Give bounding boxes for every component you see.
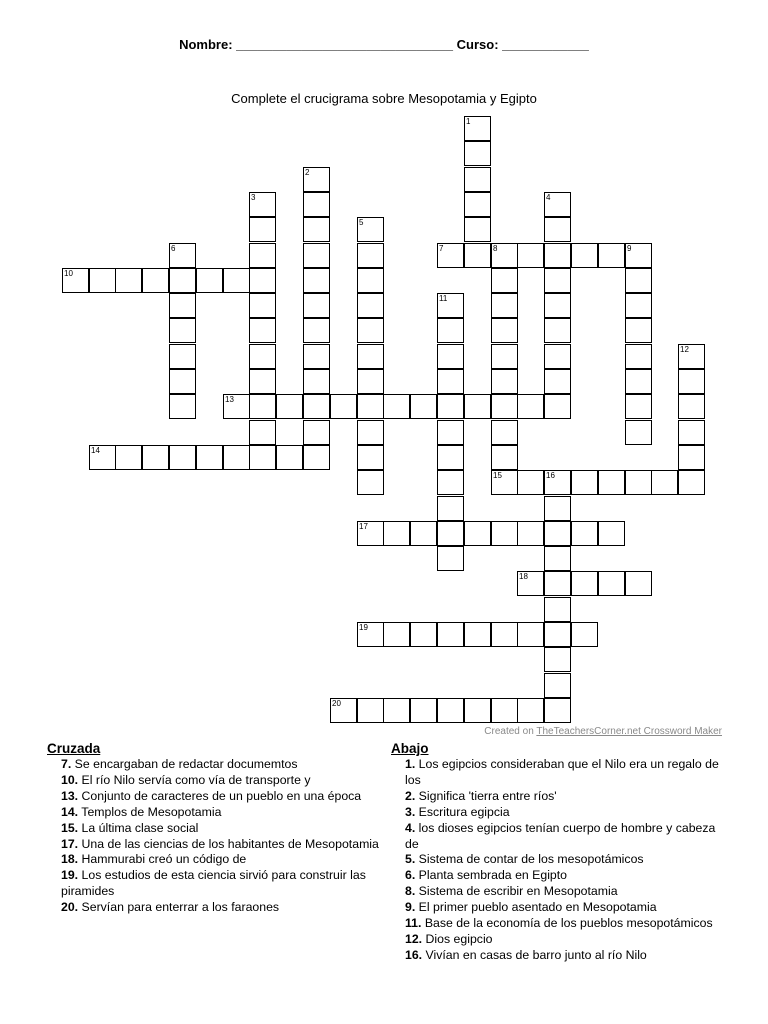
- clue-text: Conjunto de caracteres de un pueblo en una época: [78, 788, 362, 803]
- clue-text: Significa 'tierra entre ríos': [415, 788, 557, 803]
- crossword-cell[interactable]: [678, 420, 705, 445]
- crossword-cell[interactable]: [303, 344, 330, 369]
- crossword-cell[interactable]: [303, 243, 330, 268]
- clue-text: Planta sembrada en Egipto: [415, 868, 568, 883]
- crossword-cell[interactable]: [491, 369, 518, 394]
- crossword-cell[interactable]: [410, 698, 437, 723]
- down-clue: [391, 805, 726, 821]
- clue-num: 13.: [61, 788, 79, 803]
- down-clue: [391, 757, 726, 789]
- clue-text: Dios egipcio: [422, 931, 493, 946]
- across-clue-list: [47, 757, 382, 916]
- crossword-cell[interactable]: [491, 420, 518, 445]
- crossword-cell[interactable]: [544, 293, 571, 318]
- crossword-cell[interactable]: [517, 571, 544, 596]
- crossword-cell[interactable]: [544, 243, 571, 268]
- clue-number: 6: [171, 244, 176, 253]
- clue-text: Sistema de escribir en Mesopotamia: [415, 884, 618, 899]
- clue-num: 16.: [405, 947, 423, 962]
- crossword-cell[interactable]: [437, 622, 464, 647]
- down-clue: [391, 852, 726, 868]
- crossword-cell[interactable]: [464, 141, 491, 166]
- crossword-cell[interactable]: [625, 318, 652, 343]
- crossword-cell[interactable]: [544, 622, 571, 647]
- crossword-cell[interactable]: [544, 571, 571, 596]
- crossword-cell[interactable]: [625, 394, 652, 419]
- down-clues: [391, 740, 726, 964]
- crossword-cell[interactable]: [491, 445, 518, 470]
- crossword-cell[interactable]: [330, 394, 357, 419]
- crossword-cell[interactable]: [491, 470, 518, 495]
- clue-number: 8: [493, 244, 498, 253]
- down-clue: [391, 932, 726, 948]
- crossword-cell[interactable]: [249, 344, 276, 369]
- crossword-cell[interactable]: [625, 243, 652, 268]
- crossword-cell[interactable]: [517, 470, 544, 495]
- crossword-cell[interactable]: [115, 268, 142, 293]
- crossword-cell[interactable]: [89, 445, 116, 470]
- crossword-cell[interactable]: [303, 445, 330, 470]
- crossword-cell[interactable]: [357, 394, 384, 419]
- crossword-cell[interactable]: [249, 420, 276, 445]
- clue-number: 17: [359, 522, 368, 531]
- crossword-cell[interactable]: [383, 622, 410, 647]
- down-clue: [391, 900, 726, 916]
- crossword-cell[interactable]: [303, 268, 330, 293]
- down-clue: [391, 821, 726, 853]
- down-clue: [391, 868, 726, 884]
- crossword-cell[interactable]: [544, 369, 571, 394]
- crossword-cell[interactable]: [437, 521, 464, 546]
- clue-text: Servían para enterrar a los faraones: [78, 900, 280, 915]
- crossword-cell[interactable]: [276, 445, 303, 470]
- clue-text: Escritura egipcia: [415, 804, 510, 819]
- crossword-cell[interactable]: [276, 394, 303, 419]
- crossword-cell[interactable]: [142, 445, 169, 470]
- crossword-cell[interactable]: [464, 116, 491, 141]
- crossword-cell[interactable]: [517, 394, 544, 419]
- crossword-cell[interactable]: [249, 318, 276, 343]
- crossword-cell[interactable]: [437, 698, 464, 723]
- crossword-cell[interactable]: [571, 470, 598, 495]
- crossword-cell[interactable]: [544, 597, 571, 622]
- clue-num: 11.: [405, 916, 422, 931]
- crossword-cell[interactable]: [223, 445, 250, 470]
- clue-num: 19.: [61, 868, 79, 883]
- clue-text: Vivían en casas de barro junto al río Nilo: [422, 947, 647, 962]
- crossword-cell[interactable]: [625, 344, 652, 369]
- crossword-cell[interactable]: [464, 167, 491, 192]
- crossword-cell[interactable]: [249, 217, 276, 242]
- crossword-cell[interactable]: [625, 470, 652, 495]
- crossword-cell[interactable]: [303, 369, 330, 394]
- crossword-cell[interactable]: [678, 344, 705, 369]
- clue-num: 14.: [61, 804, 79, 819]
- clue-text: El río Nilo servía como vía de transporte y: [78, 772, 311, 787]
- clue-number: 18: [519, 572, 528, 581]
- crossword-cell[interactable]: [464, 698, 491, 723]
- across-clue: [47, 773, 382, 789]
- clue-number: 7: [439, 244, 444, 253]
- crossword-cell[interactable]: [571, 622, 598, 647]
- crossword-cell[interactable]: [437, 420, 464, 445]
- crossword-cell[interactable]: [491, 394, 518, 419]
- clue-number: 2: [305, 168, 310, 177]
- crossword-cell[interactable]: [544, 546, 571, 571]
- clue-text: Los estudios de esta ciencia sirvió para construir las piramides: [61, 868, 366, 899]
- crossword-cell[interactable]: [625, 420, 652, 445]
- clue-number: 3: [251, 193, 256, 202]
- crossword-cell[interactable]: [196, 268, 223, 293]
- clue-num: 10.: [61, 772, 79, 787]
- crossword-cell[interactable]: [249, 243, 276, 268]
- crossword-cell[interactable]: [437, 293, 464, 318]
- crossword-cell[interactable]: [249, 268, 276, 293]
- clue-text: los dioses egipcios tenían cuerpo de hombre y cabeza de: [405, 820, 716, 851]
- crossword-cell[interactable]: [383, 698, 410, 723]
- crossword-cell[interactable]: [544, 217, 571, 242]
- down-clue: [391, 884, 726, 900]
- crossword-cell[interactable]: [357, 470, 384, 495]
- down-clue: [391, 948, 726, 964]
- down-heading: Abajo: [391, 741, 429, 756]
- crossword-cell[interactable]: [169, 243, 196, 268]
- across-heading: Cruzada: [47, 741, 101, 756]
- crossword-cell[interactable]: [410, 521, 437, 546]
- clue-num: 5.: [405, 852, 416, 867]
- clue-text: La última clase social: [78, 820, 199, 835]
- crossword-cell[interactable]: [678, 470, 705, 495]
- crossword-cell[interactable]: [491, 243, 518, 268]
- crossword-cell[interactable]: [357, 243, 384, 268]
- crossword-cell[interactable]: [169, 293, 196, 318]
- clue-number: 13: [225, 395, 234, 404]
- crossword-cell[interactable]: [678, 369, 705, 394]
- crossword-cell[interactable]: [357, 622, 384, 647]
- crossword-cell[interactable]: [303, 167, 330, 192]
- crossword-cell[interactable]: [169, 318, 196, 343]
- crossword-cell[interactable]: [491, 268, 518, 293]
- crossword-cell[interactable]: [62, 268, 89, 293]
- crossword-cell[interactable]: [517, 521, 544, 546]
- across-clue: [47, 852, 382, 868]
- puzzle-title: Complete el crucigrama sobre Mesopotamia y Egipto: [231, 91, 537, 106]
- crossword-cell[interactable]: [491, 318, 518, 343]
- crossword-cell[interactable]: [303, 394, 330, 419]
- crossword-cell[interactable]: [544, 673, 571, 698]
- crossword-cell[interactable]: [357, 698, 384, 723]
- clue-text: Una de las ciencias de los habitantes de Mesopotamia: [78, 836, 379, 851]
- crossword-cell[interactable]: [544, 698, 571, 723]
- crossword-cell[interactable]: [544, 344, 571, 369]
- crossword-cell[interactable]: [357, 369, 384, 394]
- crossword-cell[interactable]: [169, 268, 196, 293]
- crossword-cell[interactable]: [464, 243, 491, 268]
- crossword-cell[interactable]: [437, 496, 464, 521]
- crossword-cell[interactable]: [142, 268, 169, 293]
- crossword-cell[interactable]: [678, 445, 705, 470]
- crossword-cell[interactable]: [357, 344, 384, 369]
- crossword-cell[interactable]: [651, 470, 678, 495]
- crossword-cell[interactable]: [464, 622, 491, 647]
- clue-num: 20.: [61, 900, 79, 915]
- clue-number: 20: [332, 699, 341, 708]
- crossword-cell[interactable]: [169, 445, 196, 470]
- crossword-cell[interactable]: [544, 470, 571, 495]
- crossword-cell[interactable]: [169, 394, 196, 419]
- clue-number: 16: [546, 471, 555, 480]
- crossword-cell[interactable]: [571, 571, 598, 596]
- crossword-cell[interactable]: [464, 192, 491, 217]
- crossword-cell[interactable]: [625, 293, 652, 318]
- crossword-cell[interactable]: [491, 344, 518, 369]
- clue-num: 1.: [405, 757, 416, 771]
- clue-number: 10: [64, 269, 73, 278]
- crossword-cell[interactable]: [437, 318, 464, 343]
- crossword-cell[interactable]: [249, 293, 276, 318]
- crossword-cell[interactable]: [464, 394, 491, 419]
- crossword-cell[interactable]: [169, 344, 196, 369]
- crossword-cell[interactable]: [410, 394, 437, 419]
- crossword-cell[interactable]: [303, 420, 330, 445]
- crossword-cell[interactable]: [678, 394, 705, 419]
- crossword-cell[interactable]: [249, 192, 276, 217]
- crossword-cell[interactable]: [464, 217, 491, 242]
- crossword-cell[interactable]: [437, 243, 464, 268]
- clue-number: 12: [680, 345, 689, 354]
- clue-num: 17.: [61, 836, 79, 851]
- crossword-cell[interactable]: [196, 445, 223, 470]
- crossword-cell[interactable]: [571, 243, 598, 268]
- crossword-cell[interactable]: [89, 268, 116, 293]
- crossword-cell[interactable]: [357, 521, 384, 546]
- crossword-cell[interactable]: [571, 521, 598, 546]
- clue-number: 9: [627, 244, 632, 253]
- across-clue: [47, 805, 382, 821]
- crossword-cell[interactable]: [357, 318, 384, 343]
- crossword-cell[interactable]: [383, 394, 410, 419]
- crossword-cell[interactable]: [249, 369, 276, 394]
- clue-number: 11: [439, 294, 448, 303]
- across-clue: [47, 837, 382, 853]
- clue-num: 4.: [405, 820, 416, 835]
- crossword-cell[interactable]: [598, 521, 625, 546]
- crossword-cell[interactable]: [598, 571, 625, 596]
- crossword-cell[interactable]: [517, 698, 544, 723]
- clue-number: 1: [466, 117, 471, 126]
- clue-text: Templos de Mesopotamia: [78, 804, 222, 819]
- crossword-cell[interactable]: [544, 268, 571, 293]
- crossword-cell[interactable]: [598, 470, 625, 495]
- crossword-cell[interactable]: [357, 268, 384, 293]
- crossword-cell[interactable]: [303, 318, 330, 343]
- crossword-cell[interactable]: [437, 546, 464, 571]
- crossword-cell[interactable]: [437, 394, 464, 419]
- credit-link[interactable]: TheTeachersCorner.net Crossword Maker: [536, 726, 722, 737]
- crossword-cell[interactable]: [491, 293, 518, 318]
- crossword-cell[interactable]: [544, 192, 571, 217]
- crossword-cell[interactable]: [383, 521, 410, 546]
- crossword-cell[interactable]: [437, 344, 464, 369]
- clue-text: Los egipcios consideraban que el Nilo era un regalo de los: [405, 757, 719, 787]
- crossword-cell[interactable]: [544, 521, 571, 546]
- clue-num: 15.: [61, 820, 79, 835]
- crossword-cell[interactable]: [544, 496, 571, 521]
- credit-prefix: Created on: [484, 726, 537, 737]
- across-clue: [47, 821, 382, 837]
- clue-text: Base de la economía de los pueblos mesopotámicos: [421, 916, 713, 931]
- crossword-cell[interactable]: [249, 445, 276, 470]
- clue-text: Sistema de contar de los mesopotámicos: [415, 852, 644, 867]
- clue-num: 9.: [405, 900, 416, 915]
- crossword-cell[interactable]: [517, 622, 544, 647]
- crossword-cell[interactable]: [303, 293, 330, 318]
- clue-number: 5: [359, 218, 364, 227]
- across-clue: [47, 900, 382, 916]
- down-clue: [391, 789, 726, 805]
- clue-num: 8.: [405, 884, 416, 899]
- crossword-cell[interactable]: [598, 243, 625, 268]
- clue-number: 19: [359, 623, 368, 632]
- across-clue: [47, 868, 382, 900]
- crossword-cell[interactable]: [115, 445, 142, 470]
- credit-line: [484, 726, 722, 737]
- crossword-cell[interactable]: [491, 698, 518, 723]
- across-clue: [47, 757, 382, 773]
- crossword-cell[interactable]: [330, 698, 357, 723]
- clue-number: 4: [546, 193, 551, 202]
- crossword-cell[interactable]: [223, 268, 250, 293]
- crossword-cell[interactable]: [517, 243, 544, 268]
- crossword-cell[interactable]: [544, 318, 571, 343]
- crossword-cell[interactable]: [625, 369, 652, 394]
- crossword-cell[interactable]: [410, 622, 437, 647]
- crossword-cell[interactable]: [625, 571, 652, 596]
- clue-num: 7.: [61, 757, 72, 771]
- clue-text: El primer pueblo asentado en Mesopotamia: [415, 900, 657, 915]
- clue-num: 2.: [405, 788, 416, 803]
- crossword-cell[interactable]: [437, 470, 464, 495]
- crossword-cell[interactable]: [357, 293, 384, 318]
- clue-num: 12.: [405, 931, 423, 946]
- crossword-cell[interactable]: [437, 369, 464, 394]
- crossword-cell[interactable]: [464, 521, 491, 546]
- student-info-header: Nombre: ______________________________ Curso: ____________: [179, 37, 589, 52]
- crossword-cell[interactable]: [169, 369, 196, 394]
- crossword-cell[interactable]: [544, 647, 571, 672]
- clue-text: Hammurabi creó un código de: [78, 852, 247, 867]
- down-clue: [391, 916, 726, 932]
- clue-num: 18.: [61, 852, 79, 867]
- clue-text: Se encargaban de redactar documemtos: [71, 757, 298, 771]
- clue-number: 15: [493, 471, 502, 480]
- down-clue-list: [391, 757, 726, 964]
- crossword-cell[interactable]: [625, 268, 652, 293]
- crossword-cell[interactable]: [544, 394, 571, 419]
- crossword-cell[interactable]: [357, 445, 384, 470]
- crossword-cell[interactable]: [437, 445, 464, 470]
- crossword-cell[interactable]: [303, 217, 330, 242]
- crossword-cell[interactable]: [491, 521, 518, 546]
- clue-num: 3.: [405, 804, 416, 819]
- crossword-cell[interactable]: [491, 622, 518, 647]
- clue-number: 14: [91, 446, 100, 455]
- crossword-cell[interactable]: [357, 420, 384, 445]
- crossword-cell[interactable]: [223, 394, 250, 419]
- across-clue: [47, 789, 382, 805]
- crossword-cell[interactable]: [303, 192, 330, 217]
- crossword-cell[interactable]: [357, 217, 384, 242]
- across-clues: [47, 740, 382, 916]
- clue-num: 6.: [405, 868, 416, 883]
- crossword-cell[interactable]: [249, 394, 276, 419]
